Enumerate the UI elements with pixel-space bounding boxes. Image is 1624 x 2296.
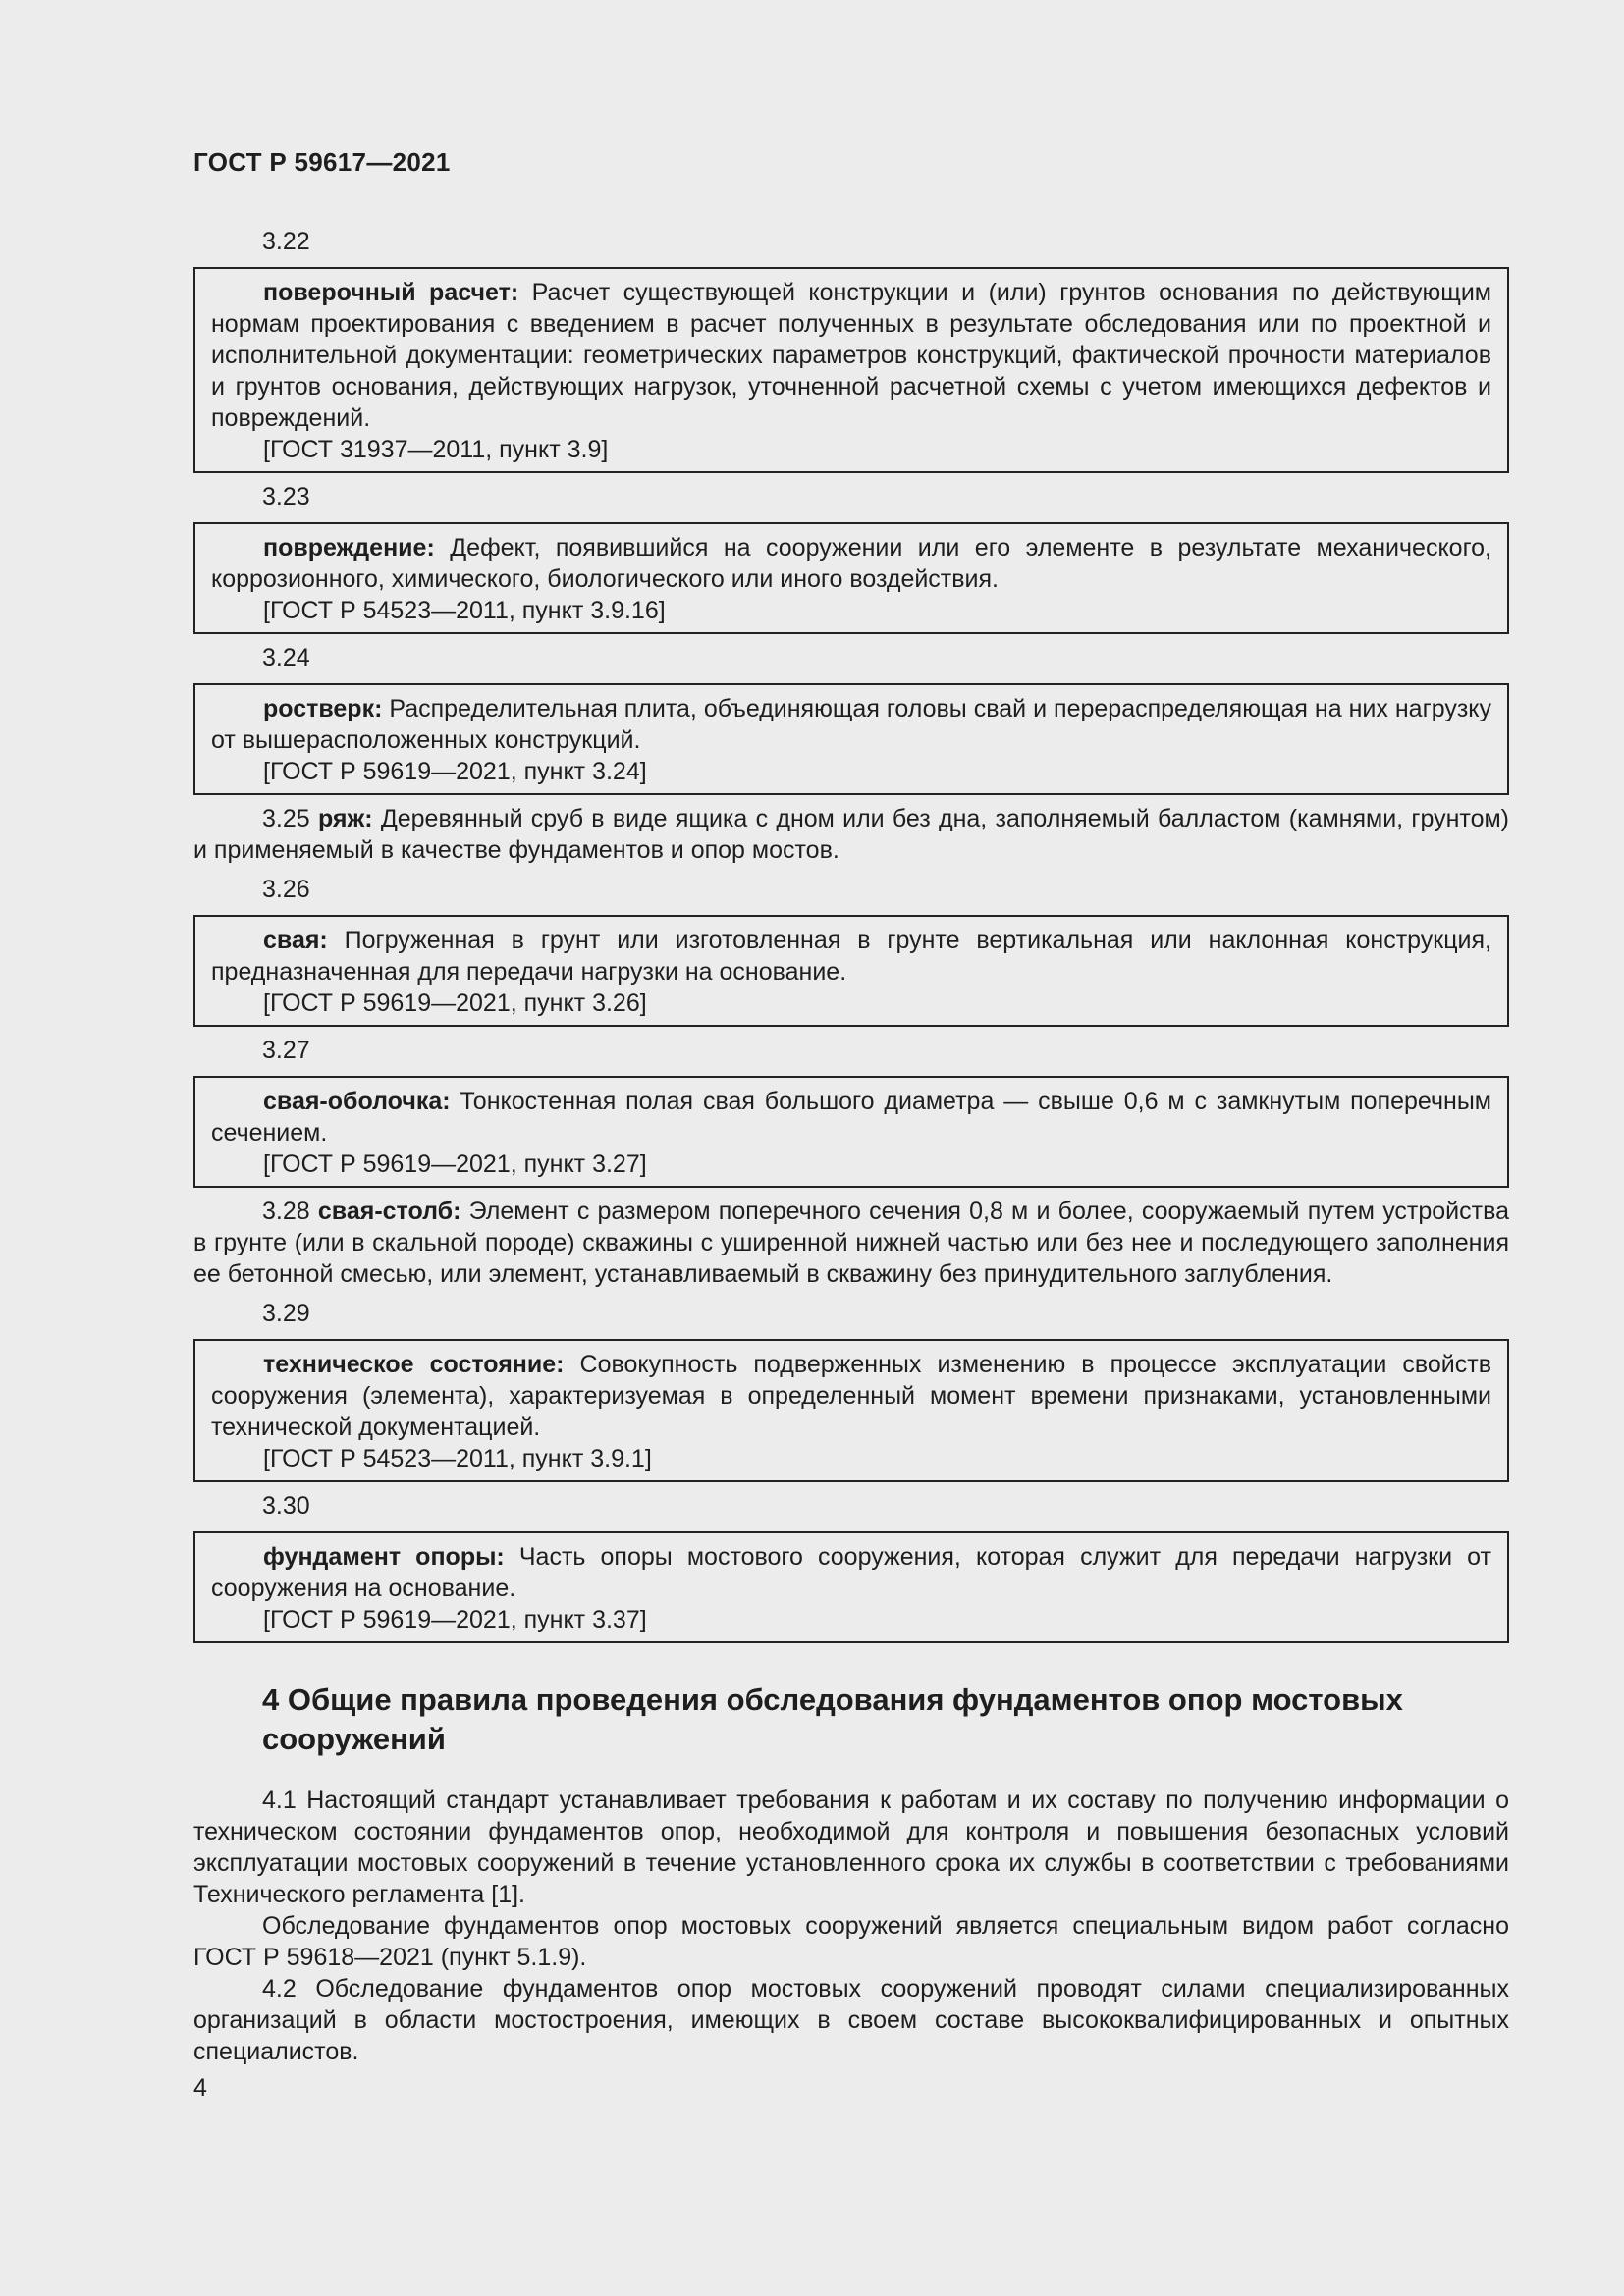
term-number: 3.22 [262, 228, 310, 255]
term-text: Погруженная в грунт или изготовленная в грунте вертикальная или наклонная конструкция, предназначенная для передачи нагрузки на основание. [211, 927, 1491, 986]
term-definition-plain [193, 803, 1509, 866]
term-definition [211, 1541, 1491, 1604]
term-number: 3.26 [262, 876, 310, 903]
paragraph: 4.1 Настоящий стандарт устанавливает требования к работам и их составу по получению информации о техническом состоянии фундаментов опор, необходимой для контроля и повышения безопасных условий эксплуатации мостовых сооружений в течение установленного срока их службы в соответствии с требованиями Технического регламента [1]. [193, 1787, 1509, 1908]
section-heading: 4 Общие правила проведения обследования фундаментов опор мостовых сооружений [262, 1682, 1403, 1756]
term-source: [ГОСТ Р 59619—2021, пункт 3.26] [263, 989, 647, 1017]
paragraph: Обследование фундаментов опор мостовых сооружений является специальным видом работ согласно ГОСТ Р 59618—2021 (пункт 5.1.9). [193, 1912, 1509, 1971]
term-number: 3.30 [262, 1492, 310, 1520]
term-number: 3.27 [262, 1037, 310, 1064]
term-source: [ГОСТ Р 54523—2011, пункт 3.9.1] [263, 1445, 652, 1472]
term-text: Дефект, появившийся на сооружении или его элементе в результате механического, коррозионного, химического, биологического или иного воздействия. [211, 534, 1491, 593]
term-source: [ГОСТ Р 54523—2011, пункт 3.9.16] [263, 597, 666, 624]
term-definition [211, 532, 1491, 595]
term-text: Совокупность подверженных изменению в процессе эксплуатации свойств сооружения (элемента), характеризуемая в определенный момент времени признаками, установленными технической документацией. [211, 1351, 1491, 1441]
term-number: 3.25 [262, 805, 310, 832]
term-number: 3.29 [262, 1300, 310, 1327]
term-name: свая-столб: [317, 1198, 461, 1225]
term-definition [211, 277, 1491, 434]
term-source: [ГОСТ Р 59619—2021, пункт 3.37] [263, 1606, 647, 1633]
term-definition-box [193, 1076, 1509, 1188]
term-name: повреждение: [263, 534, 435, 561]
term-definition [211, 693, 1491, 756]
page-content [193, 226, 1509, 2067]
term-number: 3.23 [262, 483, 310, 510]
term-text: Элемент с размером поперечного сечения 0,8 м и более, сооружаемый путем устройства в грунте (или в скальной породе) скважины с уширенной нижней частью или без нее и последующего заполнения ее бетонной смесью, или элемент, устанавливаемый в скважину без принудительного заглубления. [193, 1198, 1509, 1288]
term-name: поверочный расчет: [263, 279, 519, 306]
page-number: 4 [193, 2074, 207, 2102]
term-definition-box [193, 683, 1509, 795]
term-source: [ГОСТ Р 59619—2021, пункт 3.24] [263, 758, 647, 785]
document-header: ГОСТ Р 59617—2021 [193, 147, 451, 177]
term-number: 3.24 [262, 644, 310, 671]
term-name: ряж: [317, 805, 373, 832]
term-definition-box [193, 1339, 1509, 1482]
term-name: свая: [263, 927, 328, 954]
term-number: 3.28 [262, 1198, 310, 1225]
term-source: [ГОСТ Р 59619—2021, пункт 3.27] [263, 1150, 647, 1178]
term-source: [ГОСТ 31937—2011, пункт 3.9] [263, 436, 609, 463]
term-text: Расчет существующей конструкции и (или) грунтов основания по действующим нормам проектирования с введением в расчет полученных в результате обследования или по проектной и исполнительной документации: геометрических параметров конструкций, фактической прочности материалов и грунтов основания, действующих нагрузок, уточненной расчетной схемы с учетом имеющихся дефектов и повреждений. [211, 279, 1491, 432]
term-text: Часть опоры мостового сооружения, которая служит для передачи нагрузки от сооружения на основание. [211, 1543, 1491, 1602]
term-name: техническое состояние: [263, 1351, 565, 1378]
term-definition-box [193, 1531, 1509, 1643]
term-definition [211, 1086, 1491, 1148]
term-name: свая-оболочка: [263, 1088, 451, 1115]
term-definition-box [193, 522, 1509, 634]
term-definition-box [193, 267, 1509, 473]
paragraph: 4.2 Обследование фундаментов опор мостовых сооружений проводят силами специализированных организаций в области мостостроения, имеющих в своем составе высококвалифицированных и опытных специалистов. [193, 1975, 1509, 2065]
term-definition [211, 1349, 1491, 1443]
term-definition [211, 925, 1491, 988]
term-text: Тонкостенная полая свая большого диаметра — свыше 0,6 м с замкнутым поперечным сечением. [211, 1088, 1491, 1147]
term-text: Распределительная плита, объединяющая головы свай и перераспределяющая на них нагрузку от вышерасположенных конструкций. [211, 695, 1491, 754]
term-name: фундамент опоры: [263, 1543, 505, 1571]
term-definition-box [193, 915, 1509, 1027]
term-definition-plain [193, 1196, 1509, 1290]
term-name: ростверк: [263, 695, 383, 722]
term-text: Деревянный сруб в виде ящика с дном или без дна, заполняемый балластом (камнями, грунтом) и применяемый в качестве фундаментов и опор мостов. [193, 805, 1510, 864]
